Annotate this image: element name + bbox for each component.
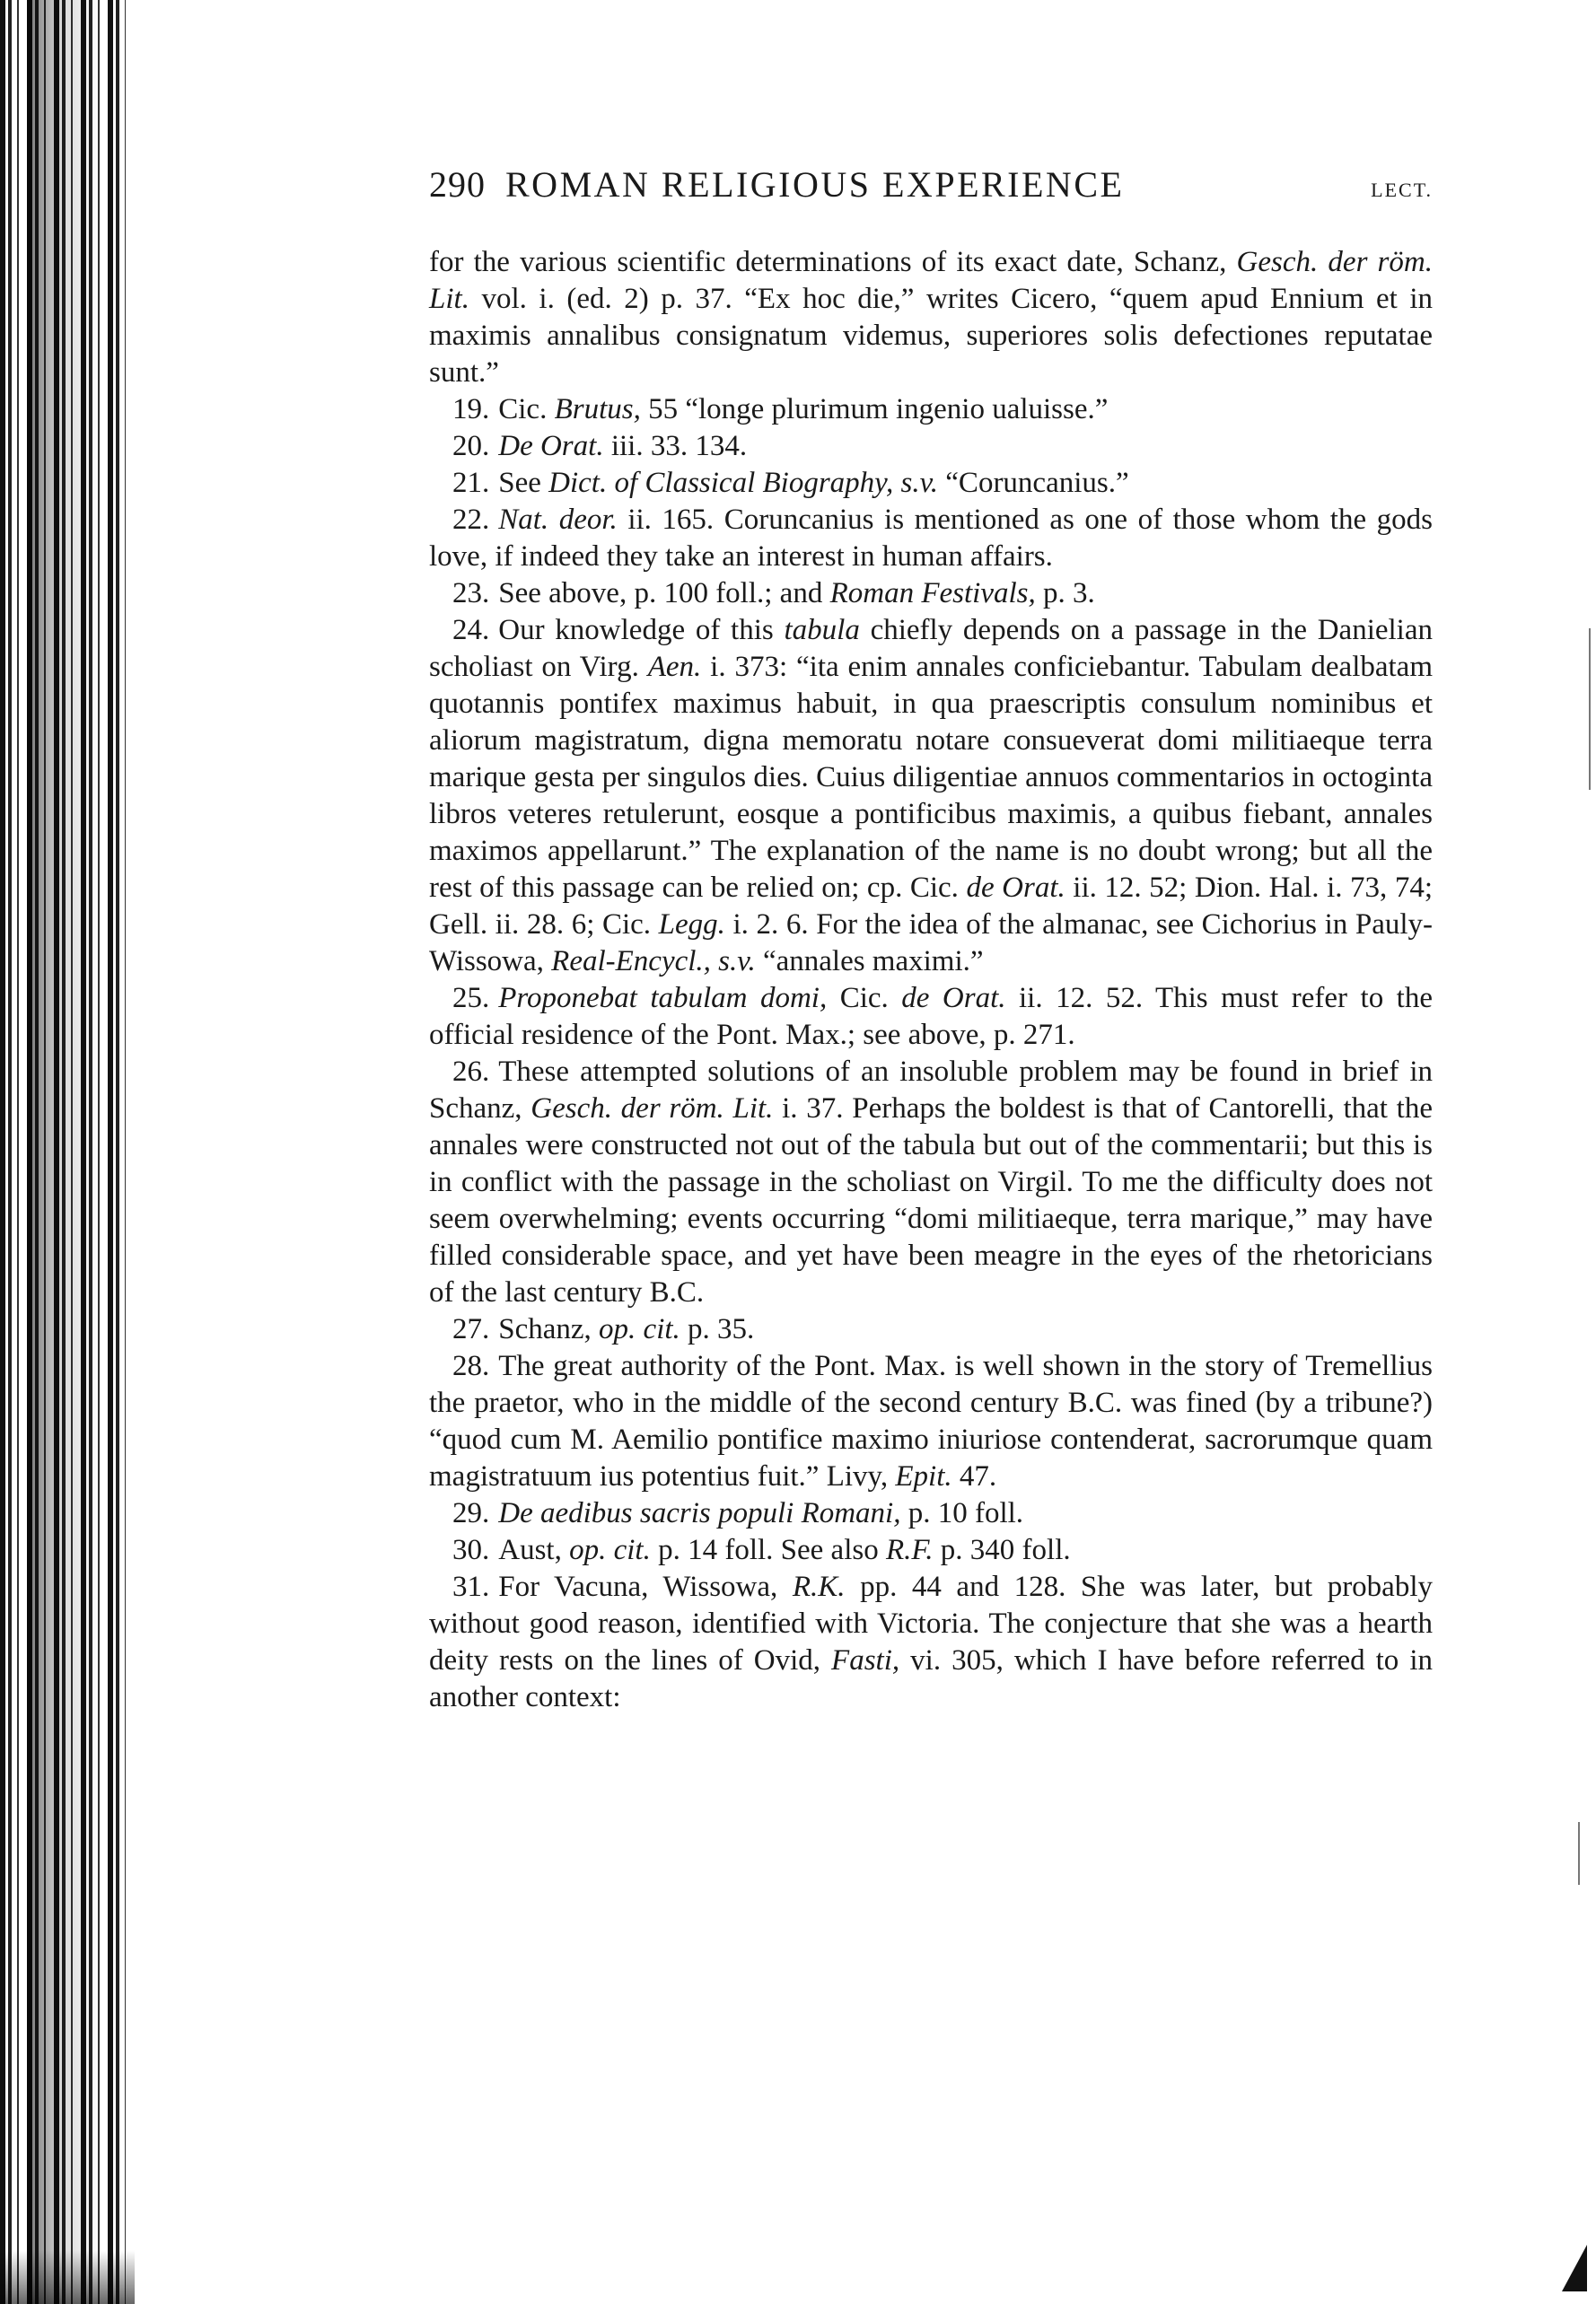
italic-citation: de Orat. — [966, 872, 1065, 904]
italic-citation: De Orat. — [498, 430, 604, 462]
footnote-text: for the various scientific determinations of its exact date, Schanz, — [429, 246, 1237, 278]
footnote-text: Cic. — [498, 393, 555, 425]
italic-citation: Roman Festivals, — [829, 577, 1036, 609]
footnote-text: Our knowledge of this — [498, 614, 785, 646]
footnote — [429, 1311, 1433, 1348]
italic-citation: Epit. — [895, 1460, 952, 1493]
footnote-number: 29. — [452, 1497, 490, 1529]
footnote-text: The great authority of the Pont. Max. is well shown in the story of Tremellius the praetor, who in the middle of the second century B.C. was fined (by a tribune?) “quod cum M. Aemilio pontifice maximo iniuriose contenderat, sacrorumque quam magistratuum ius potentius fuit.” Livy, — [429, 1350, 1433, 1493]
footnote-text: 55 “longe plurimum ingenio ualuisse.” — [640, 393, 1109, 425]
italic-citation: Real-Encycl., s.v. — [551, 945, 756, 977]
footnote-number: 21. — [452, 467, 490, 499]
italic-citation: tabula — [784, 614, 860, 646]
footnote-text: “Coruncanius.” — [938, 467, 1129, 499]
footnote-text: iii. 33. 134. — [603, 430, 748, 462]
footnote-text: Aust, — [498, 1534, 570, 1566]
footnote-number: 19. — [452, 393, 490, 425]
italic-citation: Nat. deor. — [498, 504, 618, 536]
footnote — [429, 575, 1433, 612]
page-header — [429, 163, 1433, 214]
footnote — [429, 465, 1433, 502]
footnote-number: 28. — [452, 1350, 490, 1382]
italic-citation: de Orat. — [901, 982, 1006, 1014]
footnote-number: 30. — [452, 1534, 490, 1566]
italic-citation: Gesch. der röm. Lit. — [429, 246, 1433, 315]
footnote-number: 23. — [452, 577, 490, 609]
footnote-number: 22. — [452, 504, 490, 536]
footnote-number: 26. — [452, 1056, 490, 1088]
footnote-text: p. 3. — [1035, 577, 1095, 609]
footnote-text: ii. 12. 52; Dion. Hal. i. 73, 74; Gell. ii. 28. 6; Cic. — [429, 872, 1433, 941]
page-number: 290 — [429, 164, 486, 205]
footnote-text: 47. — [951, 1460, 997, 1493]
footnote-text: i. 373: “ita enim annales conficiebantur. Tabulam dealbatam quotannis pontifex maximus habuit, in qua praescriptis consulum nominibus et aliorum magistratum, digna memoratu notare consueverat domi militiaeque terra marique gesta per singulos dies. Cuius diligentiae annuos commentarios in octoginta libros veteres retulerunt, eosque a pontificibus maximis, a quibus fiebant, annales maximos appellarunt.” The explanation of the name is no doubt wrong; but all the rest of this passage can be relied on; cp. Cic. — [429, 651, 1433, 904]
footnote — [429, 502, 1433, 575]
footnote-text: vol. i. (ed. 2) p. 37. “Ex hoc die,” writes Cicero, “quem apud Ennium et in maximis annalibus consignatum videmus, superiores solis defectiones reputatae sunt.” — [429, 283, 1433, 389]
footnote-number: 20. — [452, 430, 490, 462]
footnote — [429, 391, 1433, 428]
footnote-text: p. 35. — [680, 1313, 755, 1345]
footnote-text: pp. 44 and 128. She was later, but probably without good reason, identified with Victoria. The conjecture that she was a hearth deity rests on the lines of Ovid, — [429, 1571, 1433, 1677]
book-page — [429, 163, 1433, 1716]
footnote-text: These attempted solutions of an insoluble problem may be found in brief in Schanz, — [429, 1056, 1433, 1125]
footnote — [429, 1569, 1433, 1716]
italic-citation: op. cit. — [569, 1534, 651, 1566]
footnote-number: 27. — [452, 1313, 490, 1345]
footnote-number: 24. — [452, 614, 490, 646]
footnote-text: Cic. — [827, 982, 902, 1014]
footnote-continuation — [429, 244, 1433, 391]
notes-body — [429, 244, 1433, 1716]
page-edge-mark — [1589, 628, 1591, 790]
binding-shadow — [0, 2250, 135, 2304]
italic-citation: Fasti, — [831, 1644, 900, 1677]
running-header-right: LECT. — [1371, 179, 1433, 201]
footnote — [429, 428, 1433, 465]
footnote-number: 31. — [452, 1571, 490, 1603]
footnote-text: p. 10 foll. — [900, 1497, 1024, 1529]
footnote-text: See — [498, 467, 549, 499]
italic-citation: Brutus, — [554, 393, 641, 425]
italic-citation: De aedibus sacris populi Romani, — [498, 1497, 901, 1529]
footnote — [429, 612, 1433, 980]
italic-citation: Gesch. der röm. Lit. — [531, 1092, 774, 1125]
italic-citation: R.F. — [885, 1534, 934, 1566]
footnote — [429, 980, 1433, 1054]
footnote-text: chiefly depends on a passage in the Danielian scholiast on Virg. — [429, 614, 1433, 683]
footnote-text: ii. 12. 52. This must refer to the official residence of the Pont. Max.; see above, p. 271. — [429, 982, 1433, 1051]
footnote-text: Schanz, — [498, 1313, 600, 1345]
footnote — [429, 1348, 1433, 1495]
footnote-text: See above, p. 100 foll.; and — [498, 577, 830, 609]
footnote — [429, 1495, 1433, 1532]
italic-citation: Legg. — [658, 908, 725, 941]
italic-citation: Proponebat tabulam domi, — [498, 982, 828, 1014]
page-corner-mark — [1562, 2245, 1587, 2291]
footnote-text: p. 14 foll. See also — [650, 1534, 886, 1566]
footnote-number: 25. — [452, 982, 490, 1014]
italic-citation: Dict. of Classical Biography, s.v. — [548, 467, 939, 499]
footnote-text: ii. 165. Coruncanius is mentioned as one of those whom the gods love, if indeed they take an interest in human affairs. — [429, 504, 1433, 573]
footnote-text: For Vacuna, Wissowa, — [498, 1571, 793, 1603]
italic-citation: op. cit. — [599, 1313, 680, 1345]
italic-citation: R.K. — [792, 1571, 846, 1603]
footnote — [429, 1532, 1433, 1569]
running-title: ROMAN RELIGIOUS EXPERIENCE — [505, 164, 1125, 205]
footnote-text: i. 2. 6. For the idea of the almanac, see Cichorius in Pauly-Wissowa, — [429, 908, 1433, 977]
italic-citation: Aen. — [647, 651, 702, 683]
footnote-text: vi. 305, which I have before referred to in another context: — [429, 1644, 1433, 1713]
page-edge-mark — [1578, 1822, 1580, 1885]
footnote-text: i. 37. Perhaps the boldest is that of Cantorelli, that the annales were constructed not out of the tabula but out of the commentarii; but this is in conflict with the passage in the scholiast on Virgil. To me the difficulty does not seem overwhelming; events occurring “domi militiaeque, terra marique,” may have filled considerable space, and yet have been meagre in the eyes of the rhetoricians of the last century B.C. — [429, 1092, 1433, 1309]
footnote-text: “annales maximi.” — [755, 945, 984, 977]
book-binding-edge — [0, 0, 126, 2304]
footnote — [429, 1054, 1433, 1311]
footnote-text: p. 340 foll. — [933, 1534, 1071, 1566]
